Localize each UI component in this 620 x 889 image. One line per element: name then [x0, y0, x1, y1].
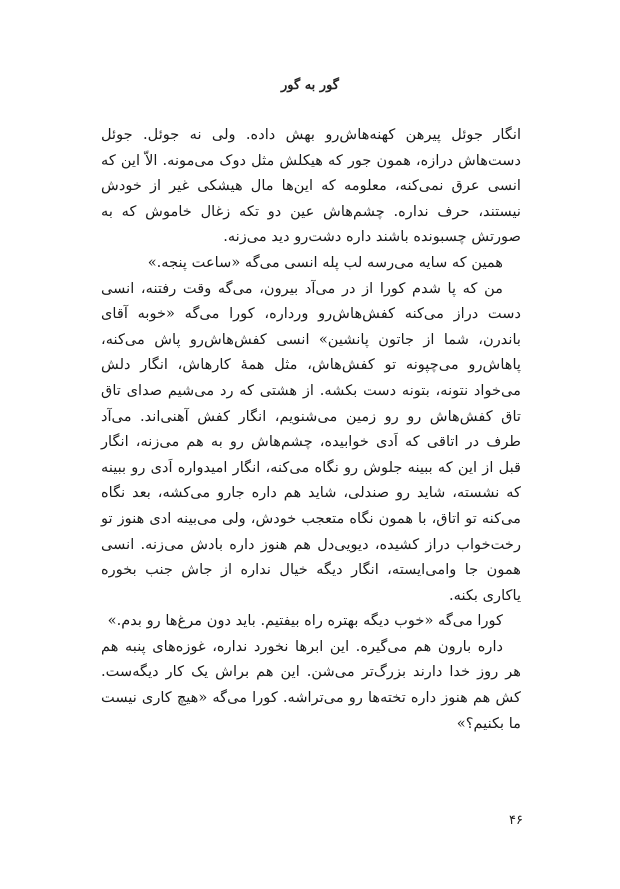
paragraph-3: من که پا شدم کورا از در می‌آد بیرون، می‌گه وقت رفتنه، انسی دست دراز می‌کنه کفش‌هاش‌رو ورداره، کورا می‌گه «خوبه آقای باندرن، شما از جاتون پانشین» انسی کفش‌هاش‌رو پاش می‌کنه، پاهاش‌رو می‌چپونه تو کفش‌هاش، مثل همهٔ کارهاش، انگار دلش می‌خواد نتونه، بتونه دست بکشه. از هشتی که رد می‌شیم صدای تاق تاق کفش‌هاش رو رو زمین می‌شنویم، انگار کفش آهنی‌اند. می‌آد طرف در اتاقی که اَدی خوابیده، چشم‌هاش رو به هم می‌زنه، انگار قبل از این که ببینه جلوش رو نگاه می‌کنه، انگار امیدواره اَدی رو ببینه که نشسته، شاید رو صندلی، شاید هم داره جارو می‌کشه، بعد نگاه می‌کنه تو اتاق، با همون نگاه متعجب خودش، ولی می‌بینه ادی هنوز تو رخت‌خواب دراز کشیده، دیویی‌دل هم هنوز داره بادش می‌زنه. انسی همون جا وامی‌ایسته، انگار دیگه خیال نداره از جاش جنب بخوره یاکاری بکنه. — [101, 279, 521, 604]
running-header: گور به گور — [280, 78, 339, 93]
paragraph-1: انگار جوئل پیرهن کهنه‌هاش‌رو بهش داده. ولی نه جوئل. جوئل دست‌هاش درازه، همون جور که هیکلش مثل دوک می‌مونه. الاّ این که انسی عرق نمی‌کنه، معلومه که این‌ها مال هیشکی غیر از خودش نیستند، حرف نداره. چشم‌هاش عین دو تکه زغال خاموش که به صورتش چسبونده باشند داره دشت‌رو دید می‌زنه. — [101, 126, 521, 246]
paragraph-4: کورا می‌گه «خوب دیگه بهتره راه بیفتیم. باید دون مرغ‌ها رو بدم.» — [107, 612, 503, 630]
paragraph-5: داره بارون هم می‌گیره. این ابرها نخورد نداره، غوزه‌های پنبه هم هر روز خدا دارند بزرگ‌تر می‌شن. این هم براش یک کار دیگه‌ست. کش هم هنوز داره تخته‌ها رو می‌تراشه. کورا می‌گه «هیچ کاری نیست ما بکنیم؟» — [101, 637, 521, 732]
page-number: ۴۶ — [509, 813, 523, 828]
body-text — [101, 122, 521, 736]
paragraph-2: همین که سایه می‌رسه لب پله انسی می‌گه «ساعت پنجه.» — [147, 253, 503, 271]
